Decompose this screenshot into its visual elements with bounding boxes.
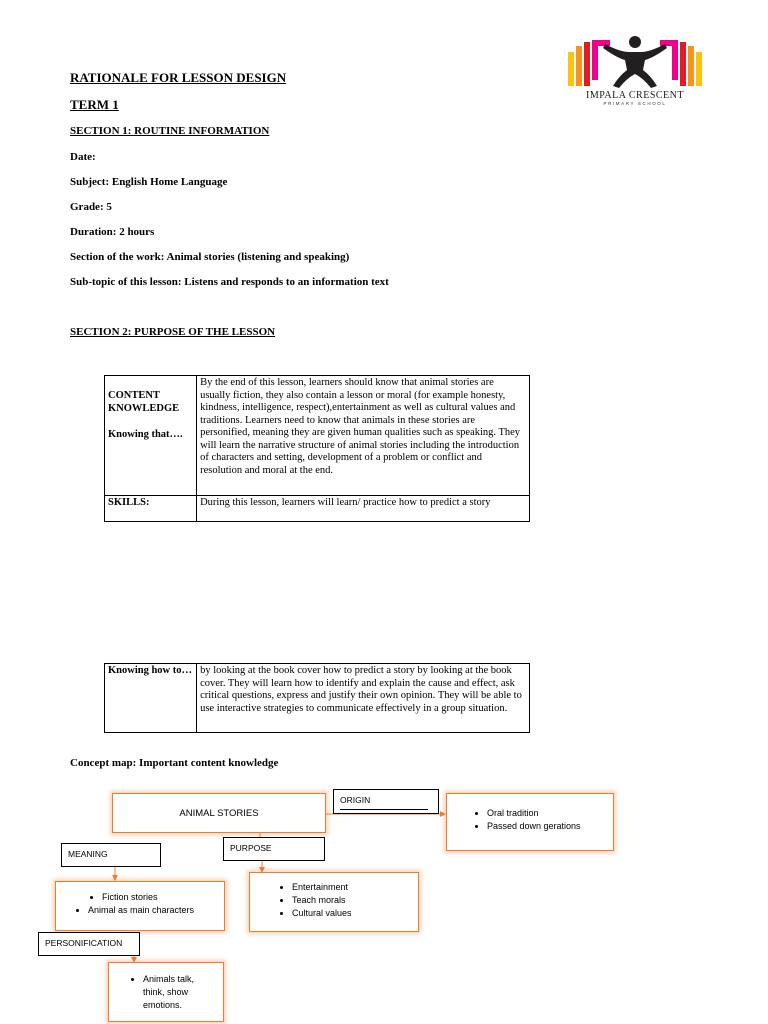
- origin-label: ORIGIN: [340, 795, 371, 805]
- table-row: [105, 664, 530, 733]
- school-logo: [565, 34, 705, 110]
- knowing-that-label: Knowing that….: [108, 429, 183, 440]
- list-item: • Passed down gerations: [487, 821, 613, 831]
- personification-node: [108, 962, 224, 1022]
- list-item: • Animal as main characters: [88, 905, 224, 915]
- origin-label-box: [333, 789, 439, 814]
- list-item: • Oral tradition: [487, 808, 613, 818]
- section-of-work-field: Section of the work: Animal stories (listening and speaking): [70, 251, 350, 263]
- date-field: Date:: [70, 151, 96, 163]
- list-item: • Fiction stories: [102, 892, 224, 902]
- content-knowledge-table: [104, 375, 530, 522]
- personification-label-box: [38, 932, 140, 956]
- content-knowledge-label-cell: [105, 376, 197, 496]
- duration-field: Duration: 2 hours: [70, 226, 155, 238]
- animal-stories-node: [112, 793, 326, 833]
- list-item: • Animals talk, think, show emotions.: [143, 973, 217, 1012]
- origin-node: [446, 793, 614, 851]
- list-item: • Teach morals: [292, 895, 418, 905]
- knowing-how-label: Knowing how to…: [105, 664, 197, 733]
- term-heading: TERM 1: [70, 97, 119, 112]
- personification-label: PERSONIFICATION: [45, 938, 123, 948]
- meaning-label-box: [61, 843, 161, 867]
- knowing-how-text: by looking at the book cover how to predict a story by looking at the book cover. They will learn how to identify and explain the cause and effect, ask critical questions, express and justify their own opinion. They will be able to use interactive strategies to communicate effectively in a group situation.: [197, 664, 530, 733]
- table-row: [105, 496, 530, 522]
- sub-topic-field: Sub-topic of this lesson: Listens and responds to an information text: [70, 276, 389, 288]
- knowing-how-table: [104, 663, 530, 733]
- subject-field: Subject: English Home Language: [70, 176, 228, 188]
- school-logo-icon: [565, 34, 705, 92]
- list-item: • Entertainment: [292, 882, 418, 892]
- content-knowledge-label: CONTENT KNOWLEDGE: [108, 390, 180, 414]
- meaning-node: [55, 881, 225, 931]
- concept-map-heading: Concept map: Important content knowledge: [70, 757, 279, 769]
- purpose-label: PURPOSE: [230, 843, 272, 853]
- content-knowledge-text: By the end of this lesson, learners should know that animal stories are usually fiction, they also contain a lesson or moral (for example honesty, kindness, intelligence, respect),entertainment as well as cultural values and traditions. Learners need to know that animals in these stories are personified, meaning they are given human qualities such as speaking. They will learn the narrative structure of animal stories including the introduction of characters and setting, development of a problem or conflict and resolution and moral at the end.: [197, 376, 530, 496]
- purpose-node: [249, 872, 419, 932]
- skills-text: During this lesson, learners will learn/ practice how to predict a story: [197, 496, 530, 522]
- logo-school-name: IMPALA CRESCENT: [586, 90, 684, 101]
- origin-underline: [340, 809, 428, 810]
- animal-stories-label: ANIMAL STORIES: [179, 808, 259, 819]
- meaning-label: MEANING: [68, 849, 108, 859]
- logo-school-subtitle: PRIMARY SCHOOL: [603, 101, 667, 106]
- list-item: • Cultural values: [292, 908, 418, 918]
- grade-field: Grade: 5: [70, 201, 112, 213]
- section1-heading: SECTION 1: ROUTINE INFORMATION: [70, 125, 270, 137]
- table-row: [105, 376, 530, 496]
- skills-label: SKILLS:: [105, 496, 197, 522]
- purpose-label-box: [223, 837, 325, 861]
- document-title: RATIONALE FOR LESSON DESIGN: [70, 70, 287, 85]
- section2-heading: SECTION 2: PURPOSE OF THE LESSON: [70, 326, 276, 338]
